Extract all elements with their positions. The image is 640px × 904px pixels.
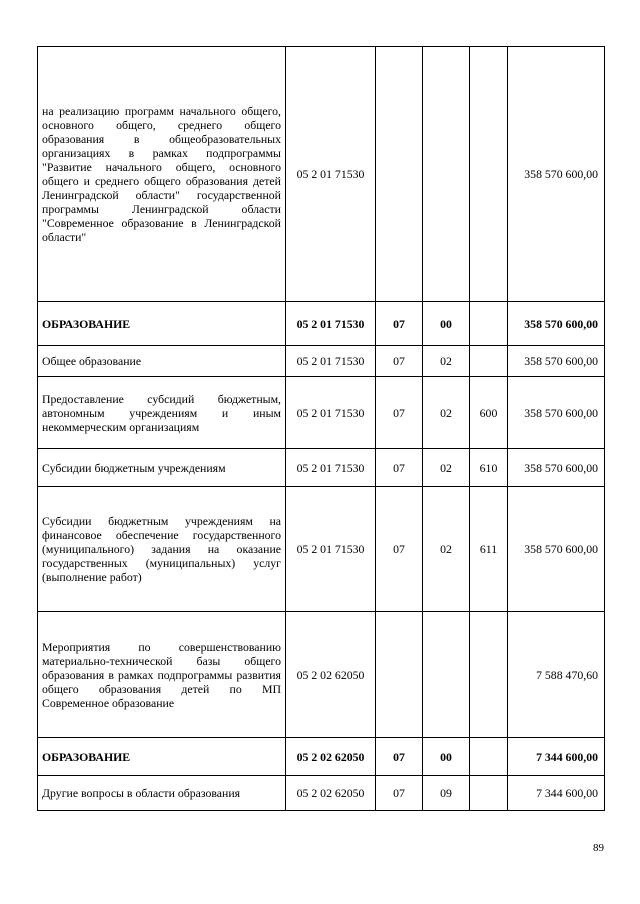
row-code: 05 2 01 71530 xyxy=(286,47,376,302)
table-row xyxy=(38,377,605,449)
row-sum: 358 570 600,00 xyxy=(508,377,605,449)
row-sum: 358 570 600,00 xyxy=(508,47,605,302)
row-sum: 358 570 600,00 xyxy=(508,487,605,612)
row-subsection: 00 xyxy=(423,738,470,776)
row-sum: 7 344 600,00 xyxy=(508,776,605,811)
row-subsection: 02 xyxy=(423,377,470,449)
row-code: 05 2 02 62050 xyxy=(286,738,376,776)
row-sum: 358 570 600,00 xyxy=(508,302,605,346)
row-section: 07 xyxy=(376,449,423,487)
row-name: Общее образование xyxy=(38,346,286,377)
row-expense-type xyxy=(470,346,508,377)
row-name: Субсидии бюджетным учреждениям xyxy=(38,449,286,487)
table-row xyxy=(38,346,605,377)
row-expense-type xyxy=(470,738,508,776)
row-section: 07 xyxy=(376,738,423,776)
table-row xyxy=(38,487,605,612)
row-name: Субсидии бюджетным учреждениям на финансовое обеспечение государственного (муниципального) задания на оказание государственных (муниципальных) услуг (выполнение работ) xyxy=(38,487,286,612)
row-expense-type xyxy=(470,302,508,346)
row-subsection: 02 xyxy=(423,449,470,487)
row-subsection: 02 xyxy=(423,487,470,612)
row-expense-type xyxy=(470,47,508,302)
row-name: Предоставление субсидий бюджетным, автономным учреждениям и иным некоммерческим организациям xyxy=(38,377,286,449)
row-code: 05 2 01 71530 xyxy=(286,346,376,377)
table-row xyxy=(38,47,605,302)
row-code: 05 2 01 71530 xyxy=(286,487,376,612)
row-code: 05 2 01 71530 xyxy=(286,377,376,449)
row-section: 07 xyxy=(376,776,423,811)
row-expense-type: 611 xyxy=(470,487,508,612)
row-code: 05 2 02 62050 xyxy=(286,612,376,738)
row-sum: 7 588 470,60 xyxy=(508,612,605,738)
row-section: 07 xyxy=(376,487,423,612)
table-row xyxy=(38,776,605,811)
row-section: 07 xyxy=(376,346,423,377)
row-expense-type xyxy=(470,612,508,738)
row-subsection xyxy=(423,612,470,738)
row-code: 05 2 01 71530 xyxy=(286,449,376,487)
row-section xyxy=(376,612,423,738)
table-row xyxy=(38,302,605,346)
row-section: 07 xyxy=(376,377,423,449)
row-sum: 358 570 600,00 xyxy=(508,346,605,377)
row-subsection xyxy=(423,47,470,302)
row-subsection: 09 xyxy=(423,776,470,811)
row-name: Мероприятия по совершенствованию материально-технической базы общего образования в рамках подпрограммы развития общего образования детей по МП Современное образование xyxy=(38,612,286,738)
row-section: 07 xyxy=(376,302,423,346)
row-section xyxy=(376,47,423,302)
page-number: 89 xyxy=(593,842,604,854)
row-subsection: 00 xyxy=(423,302,470,346)
row-name: ОБРАЗОВАНИЕ xyxy=(38,738,286,776)
budget-table xyxy=(37,46,605,811)
row-sum: 358 570 600,00 xyxy=(508,449,605,487)
table-row xyxy=(38,449,605,487)
row-name: ОБРАЗОВАНИЕ xyxy=(38,302,286,346)
row-expense-type xyxy=(470,776,508,811)
row-sum: 7 344 600,00 xyxy=(508,738,605,776)
row-code: 05 2 01 71530 xyxy=(286,302,376,346)
budget-table-body xyxy=(38,47,605,811)
row-expense-type: 610 xyxy=(470,449,508,487)
table-row xyxy=(38,612,605,738)
row-name: на реализацию программ начального общего, основного общего, среднего общего образования в общеобразовательных организациях в рамках подпрограммы "Развитие начального общего, основного общего и среднего общего образования детей Ленинградской области" государственной программы Ленинградской области "Современное образование в Ленинградской области" xyxy=(38,47,286,302)
row-expense-type: 600 xyxy=(470,377,508,449)
row-name: Другие вопросы в области образования xyxy=(38,776,286,811)
row-subsection: 02 xyxy=(423,346,470,377)
row-code: 05 2 02 62050 xyxy=(286,776,376,811)
table-row xyxy=(38,738,605,776)
